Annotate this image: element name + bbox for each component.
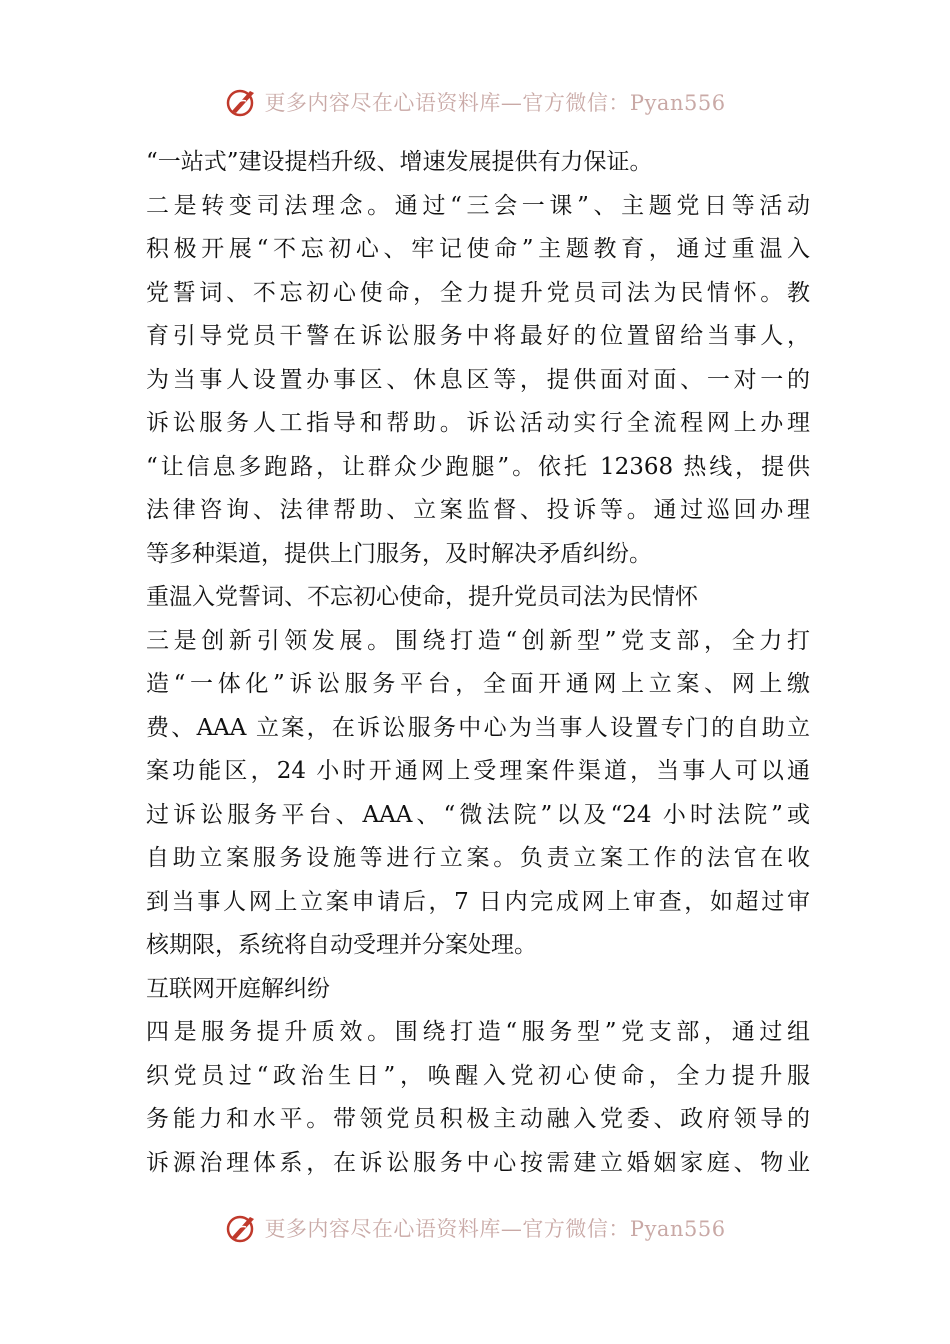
footer-watermark-text: 更多内容尽在心语资料库—官方微信：Pyan556 — [264, 1217, 726, 1241]
text-line: 积极开展“不忘初心、牢记使命”主题教育，通过重温入 — [146, 236, 810, 262]
footer-watermark — [0, 1208, 950, 1248]
text-line: 法律咨询、法律帮助、立案监督、投诉等。通过巡回办理 — [146, 497, 810, 523]
text-line: 自助立案服务设施等进行立案。负责立案工作的法官在收 — [146, 845, 810, 871]
text-line: 为当事人设置办事区、休息区等，提供面对面、一对一的 — [146, 366, 810, 393]
text-line: 三是创新引领发展。围绕打造“创新型”党支部，全力打 — [146, 627, 810, 654]
text-line: 等多种渠道，提供上门服务，及时解决矛盾纠纷。 — [146, 540, 652, 567]
text-line: 互联网开庭解纠纷 — [146, 975, 330, 1002]
header-watermark-text: 更多内容尽在心语资料库—官方微信：Pyan556 — [264, 91, 726, 115]
header-watermark — [0, 82, 950, 122]
text-line: 诉讼服务人工指导和帮助。诉讼活动实行全流程网上办理 — [146, 410, 810, 436]
document-body — [146, 141, 810, 1185]
text-line: 费、AAA 立案，在诉讼服务中心为当事人设置专门的自助立 — [146, 714, 810, 741]
text-line: 育引导党员干警在诉讼服务中将最好的位置留给当事人， — [146, 323, 810, 349]
text-line: 造“一体化”诉讼服务平台，全面开通网上立案、网上缴 — [146, 671, 810, 697]
text-line: 二是转变司法理念。通过“三会一课”、主题党日等活动 — [146, 192, 810, 219]
text-line: 过诉讼服务平台、AAA、“微法院”以及“24 小时法院”或 — [146, 801, 810, 828]
text-line: 到当事人网上立案申请后，7 日内完成网上审查，如超过审 — [146, 888, 810, 915]
pen-circle-logo-icon — [224, 1211, 258, 1245]
text-line: 四是服务提升质效。围绕打造“服务型”党支部，通过组 — [146, 1019, 810, 1045]
text-line: 重温入党誓词、不忘初心使命，提升党员司法为民情怀 — [146, 584, 698, 610]
text-line: 务能力和水平。带领党员积极主动融入党委、政府领导的 — [146, 1106, 810, 1132]
text-line: 织党员过“政治生日”，唤醒入党初心使命，全力提升服 — [146, 1062, 810, 1089]
text-line: 党誓词、不忘初心使命，全力提升党员司法为民情怀。教 — [146, 279, 810, 306]
text-line: 案功能区，24 小时开通网上受理案件渠道，当事人可以通 — [146, 758, 810, 784]
text-line: 核期限，系统将自动受理并分案处理。 — [146, 932, 537, 958]
text-line: “一站式”建设提档升级、增速发展提供有力保证。 — [146, 149, 653, 175]
pen-circle-logo-icon — [224, 85, 258, 119]
text-line: “让信息多跑路，让群众少跑腿”。依托 12368 热线，提供 — [146, 453, 810, 480]
text-line: 诉源治理体系，在诉讼服务中心按需建立婚姻家庭、物业 — [146, 1149, 810, 1176]
